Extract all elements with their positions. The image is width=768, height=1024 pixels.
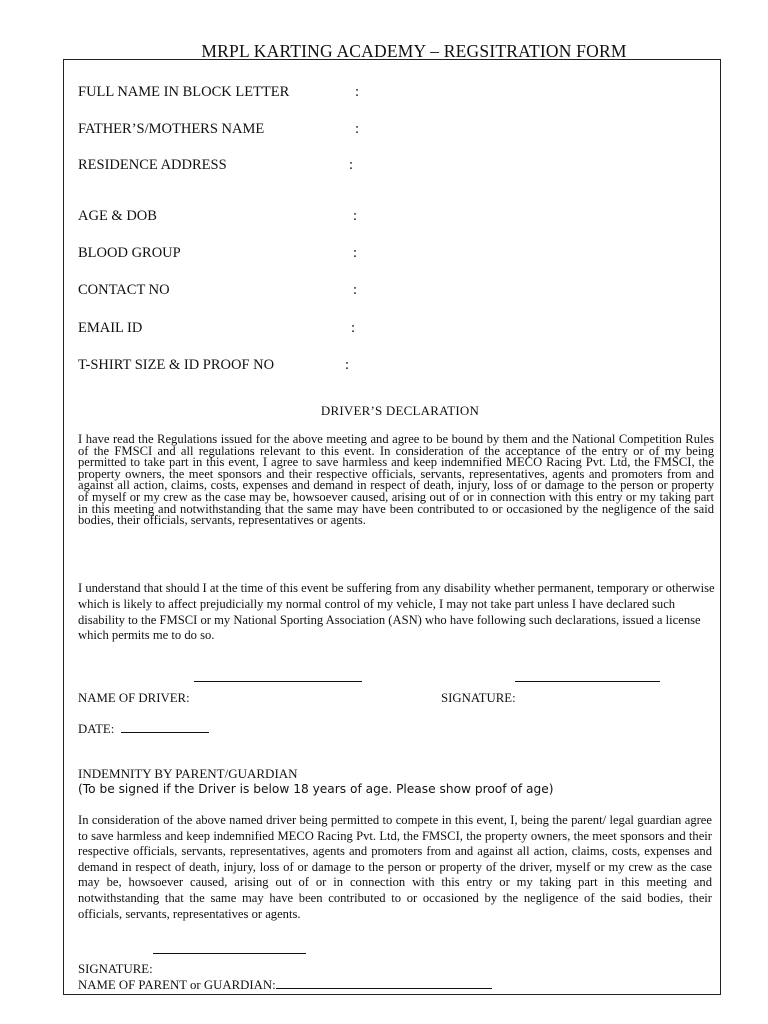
- field-age-dob-label: AGE & DOB: [78, 208, 157, 224]
- indemnity-paragraph: In consideration of the above named driver being permitted to compete in this event, I, being the parent/ legal guardian agree to save harmless and keep indemnified MECO Racing Pvt. Ltd, the FMSCI, the property owners, the meet sponsors and their respective officials, servants, representatives, agents and promoters from and against all action, claims, costs, expenses and demand in respect of death, injury, loss of or damage to the person or property of the driver, myself or my crew as the case may be, howsoever caused, arising out of or in connection with this entry or my taking part in this meeting and notwithstanding that the same may have been contributed to or occasioned by the negligence of the said bodies, their officials, servants, representatives or agents.: [78, 813, 712, 921]
- date-field: [78, 722, 209, 737]
- field-parent-name-label: FATHER’S/MOTHERS NAME: [78, 121, 265, 137]
- indemnity-title: INDEMNITY BY PARENT/GUARDIAN: [78, 766, 298, 781]
- field-tshirt-id-colon: :: [345, 357, 350, 373]
- indemnity-subtitle: (To be signed if the Driver is below 18 years of age. Please show proof of age): [78, 782, 554, 796]
- guardian-signature-line: [153, 953, 306, 954]
- name-of-driver-label: NAME OF DRIVER:: [78, 691, 190, 705]
- field-email-label: EMAIL ID: [78, 320, 143, 336]
- declaration-paragraph-1: I have read the Regulations issued for the above meeting and agree to be bound by them and the National Competition Rules of the FMSCI and all regulations relevant to this event. In consideration of the acceptance of the entry or of my being permitted to take part in this event, I agree to save harmless and keep indemnified MECO Racing Pvt. Ltd, the FMSCI, the property owners, the meet sponsors and their respective officials, servants, representatives, agents and promoters from and against all action, claims, costs, expenses and demand in respect of death, injury, loss of or damage to the person or property of myself or my crew as the case may be, howsoever caused, arising out of or in connection with this entry or my taking part in this meeting and notwithstanding that the same may have been contributed to or occasioned by the negligence of the said bodies, their officials, servants, representatives or agents.: [78, 432, 714, 528]
- declaration-paragraph-2: I understand that should I at the time of this event be suffering from any disability whether permanent, temporary or otherwise which is likely to affect prejudicially my normal control of my vehicle, I may not take part unless I have declared such disability to the FMSCI or my National Sporting Association (ASN) who have following such declarations, issued a license which permits me to do so.: [78, 581, 715, 643]
- field-full-name-colon: :: [355, 84, 360, 100]
- driver-signature-line: [515, 681, 660, 682]
- field-parent-name-colon: :: [355, 121, 360, 137]
- driver-signature-label: SIGNATURE:: [441, 691, 516, 705]
- date-line: [121, 722, 209, 733]
- field-contact-label: CONTACT NO: [78, 282, 170, 298]
- form-title: MRPL KARTING ACADEMY – REGSITRATION FORM: [201, 41, 627, 61]
- field-email-colon: :: [351, 320, 356, 336]
- date-label: DATE:: [78, 722, 115, 736]
- declaration-heading: DRIVER’S DECLARATION: [320, 403, 480, 418]
- guardian-name-field: [78, 978, 492, 993]
- field-blood-group-label: BLOOD GROUP: [78, 245, 181, 261]
- field-full-name-label: FULL NAME IN BLOCK LETTER: [78, 84, 290, 100]
- field-age-dob-colon: :: [353, 208, 358, 224]
- guardian-name-line: [276, 978, 492, 989]
- guardian-signature-label: SIGNATURE:: [78, 962, 153, 976]
- field-blood-group-colon: :: [353, 245, 358, 261]
- field-address-colon: :: [349, 157, 354, 173]
- guardian-name-label: NAME OF PARENT or GUARDIAN:: [78, 978, 276, 992]
- field-tshirt-id-label: T-SHIRT SIZE & ID PROOF NO: [78, 357, 275, 373]
- driver-name-line: [194, 681, 362, 682]
- field-address-label: RESIDENCE ADDRESS: [78, 157, 227, 173]
- field-contact-colon: :: [353, 282, 358, 298]
